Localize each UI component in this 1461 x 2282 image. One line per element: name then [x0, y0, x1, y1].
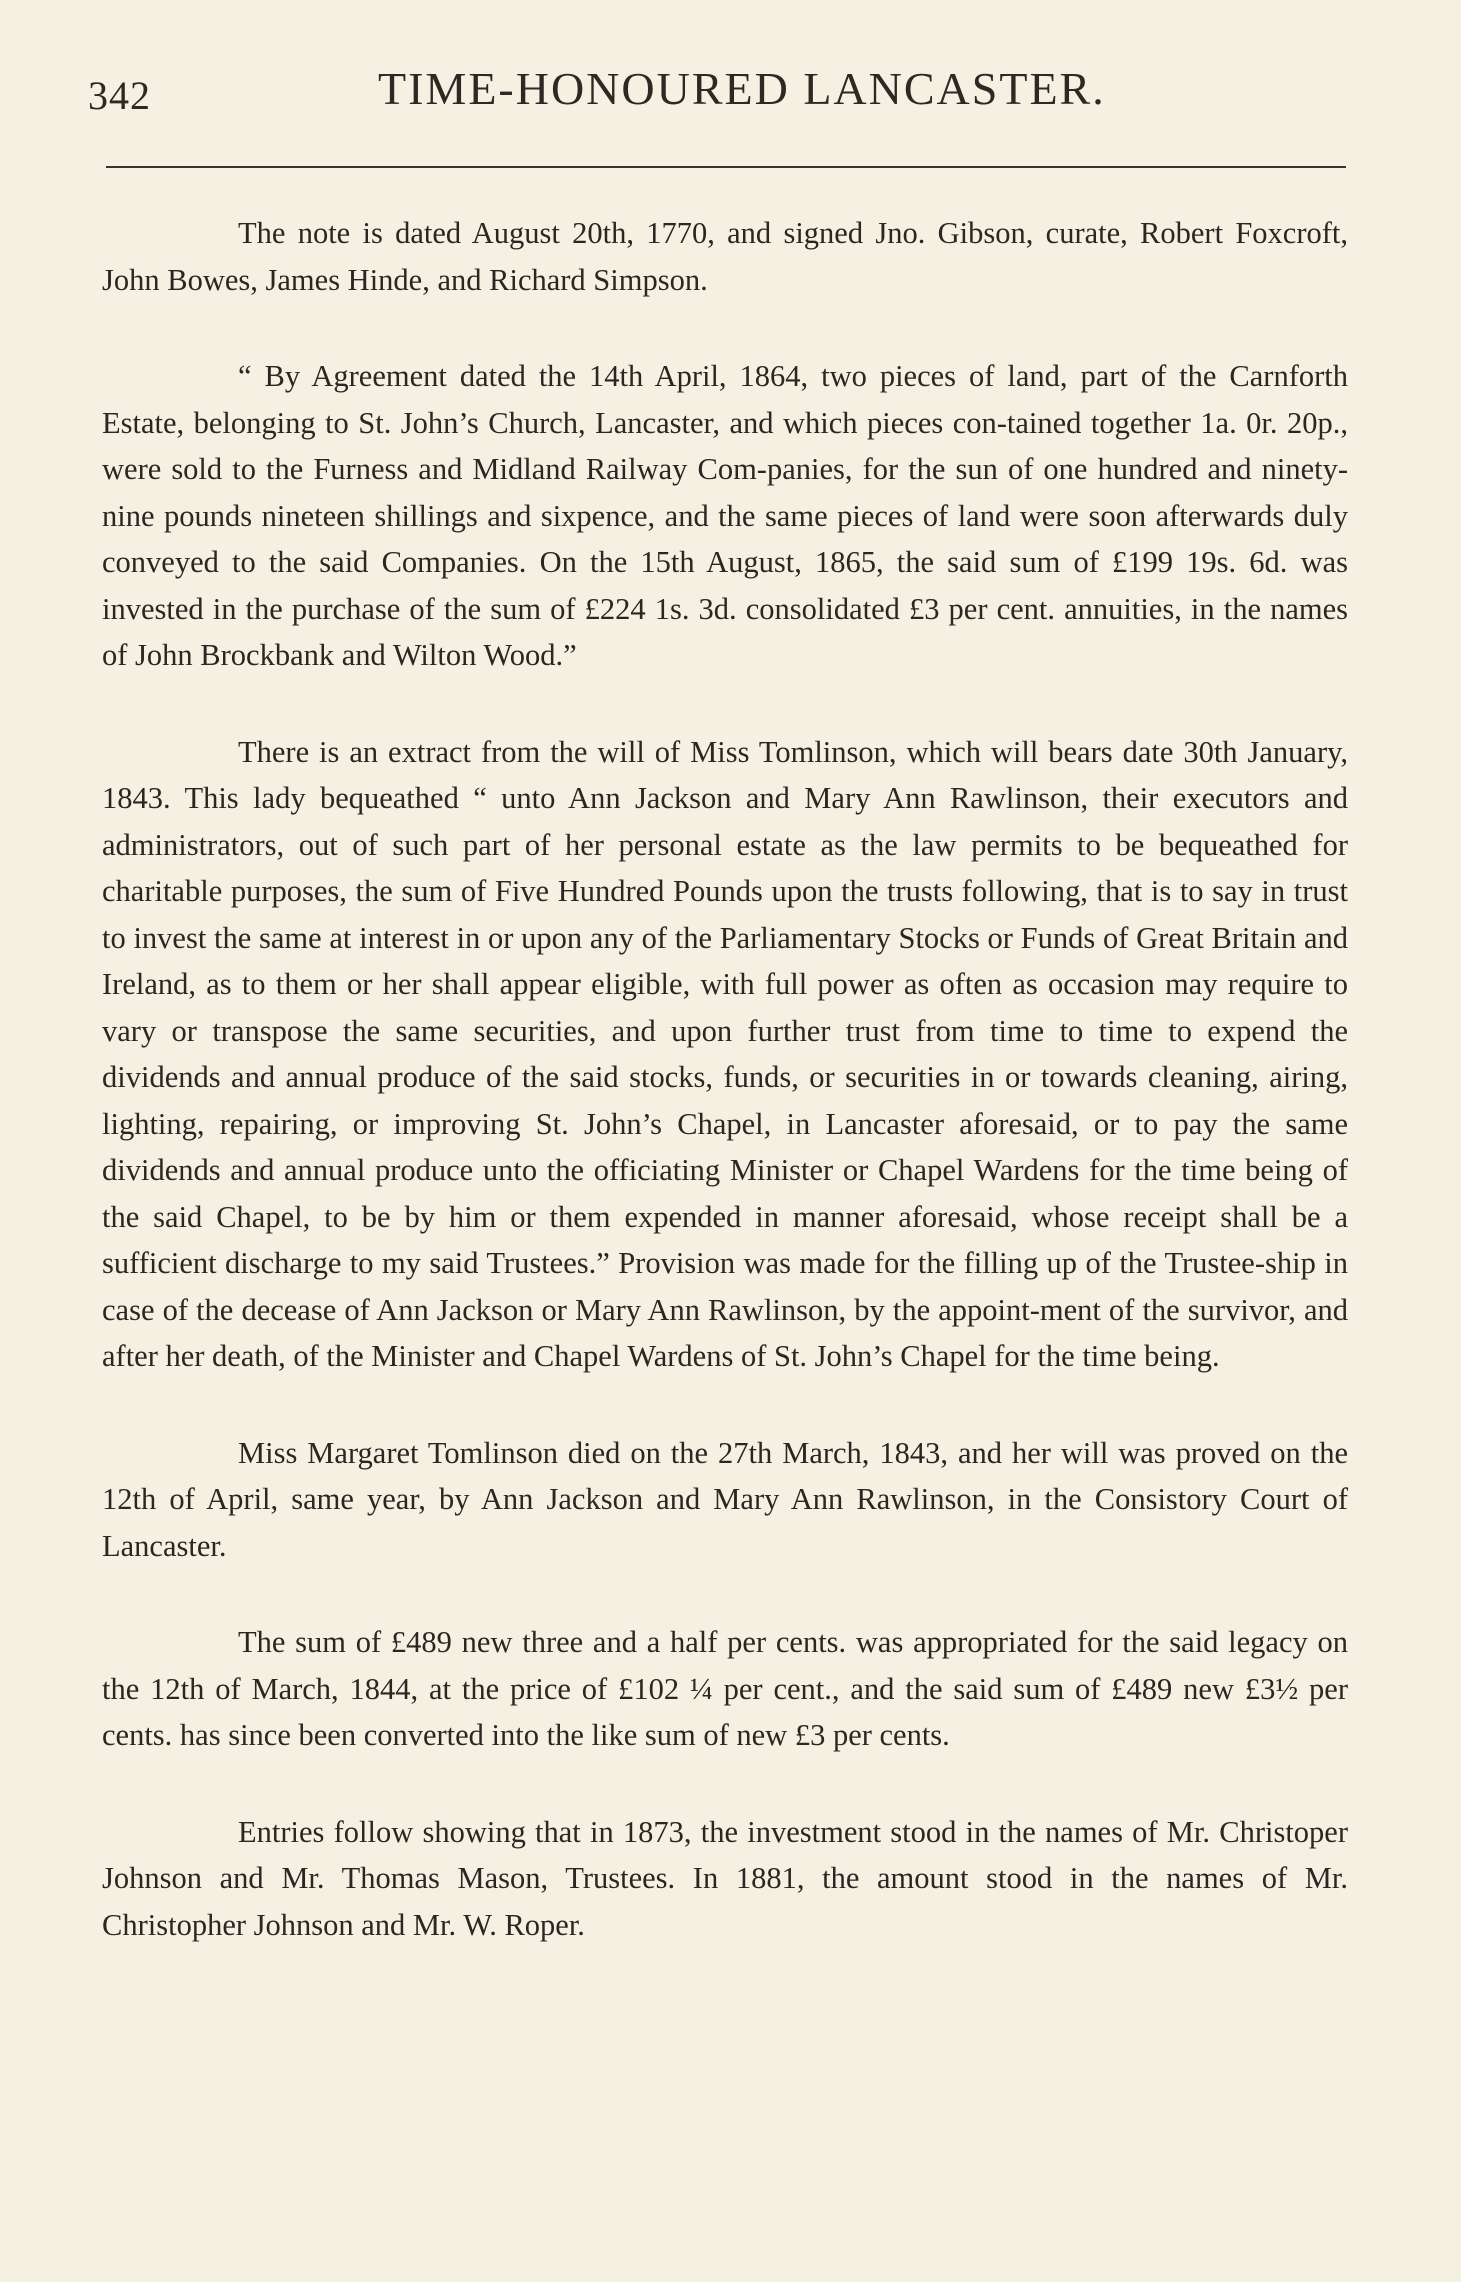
paragraph-will-extract: There is an extract from the will of Miss Tomlinson, which will bears date 30th January, 1843. This lady bequeathed “ unto Ann Jackson and Mary Ann Rawlinson, their executors and administrators, out of such part of her personal estate as the law permits to be bequeathed for charitable purposes, the sum of Five Hundred Pounds upon the trusts following, that is to say in trust to invest the same at interest in or upon any of the Parliamentary Stocks or Funds of Great Britain and Ireland, as to them or her shall appear eligible, with full power as often as occasion may require to vary or transpose the same securities, and upon further trust from time to time to expend the dividends and annual produce of the said stocks, funds, or securities in or towards cleaning, airing, lighting, repairing, or improving St. John’s Chapel, in Lancaster aforesaid, or to pay the same dividends and annual produce unto the officiating Minister or Chapel Wardens for the time being of the said Chapel, to be by him or them expended in manner aforesaid, whose receipt shall be a sufficient discharge to my said Trustees.” Provision was made for the filling up of the Trustee-ship in case of the decease of Ann Jackson or Mary Ann Rawlinson, by the appoint-ment of the survivor, and after her death, of the Minister and Chapel Wardens of St. John’s Chapel for the time being. [102, 734, 1348, 1373]
paragraph-legacy-sum: The sum of £489 new three and a half per cents. was appropriated for the said legacy on the 12th of March, 1844, at the price of £102 ¼ per cent., and the said sum of £489 new £3½ per cents. has since been converted into the like sum of new £3 per cents. [102, 1625, 1348, 1752]
running-title: TIME-HONOURED LANCASTER. [378, 63, 1106, 114]
paragraph-agreement: “ By Agreement dated the 14th April, 1864, two pieces of land, part of the Carnforth Estate, belonging to St. John’s Church, Lancaster, and which pieces con-tained together 1a. 0r. 20p., were sold to the Furness and Midland Railway Com-panies, for the sun of one hundred and ninety-nine pounds nineteen shillings and sixpence, and the same pieces of land were soon afterwards duly conveyed to the said Companies. On the 15th August, 1865, the said sum of £199 19s. 6d. was invested in the purchase of the sum of £224 1s. 3d. consolidated £3 per cent. annuities, in the names of John Brockbank and Wilton Wood.” [102, 359, 1348, 672]
page-header [88, 62, 1348, 122]
body-text [102, 210, 1348, 1998]
paragraph-death: Miss Margaret Tomlinson died on the 27th March, 1843, and her will was proved on the 12th of April, same year, by Ann Jackson and Mary Ann Rawlinson, in the Consistory Court of Lancaster. [102, 1435, 1348, 1563]
header-rule [106, 166, 1346, 168]
paragraph-note: The note is dated August 20th, 1770, and signed Jno. Gibson, curate, Robert Foxcroft, John Bowes, James Hinde, and Richard Simpson. [102, 216, 1348, 297]
paragraph-entries: Entries follow showing that in 1873, the investment stood in the names of Mr. Christoper Johnson and Mr. Thomas Mason, Trustees. In 1881, the amount stood in the names of Mr. Christopher Johnson and Mr. W. Roper. [102, 1814, 1348, 1942]
page-number: 342 [88, 73, 151, 118]
